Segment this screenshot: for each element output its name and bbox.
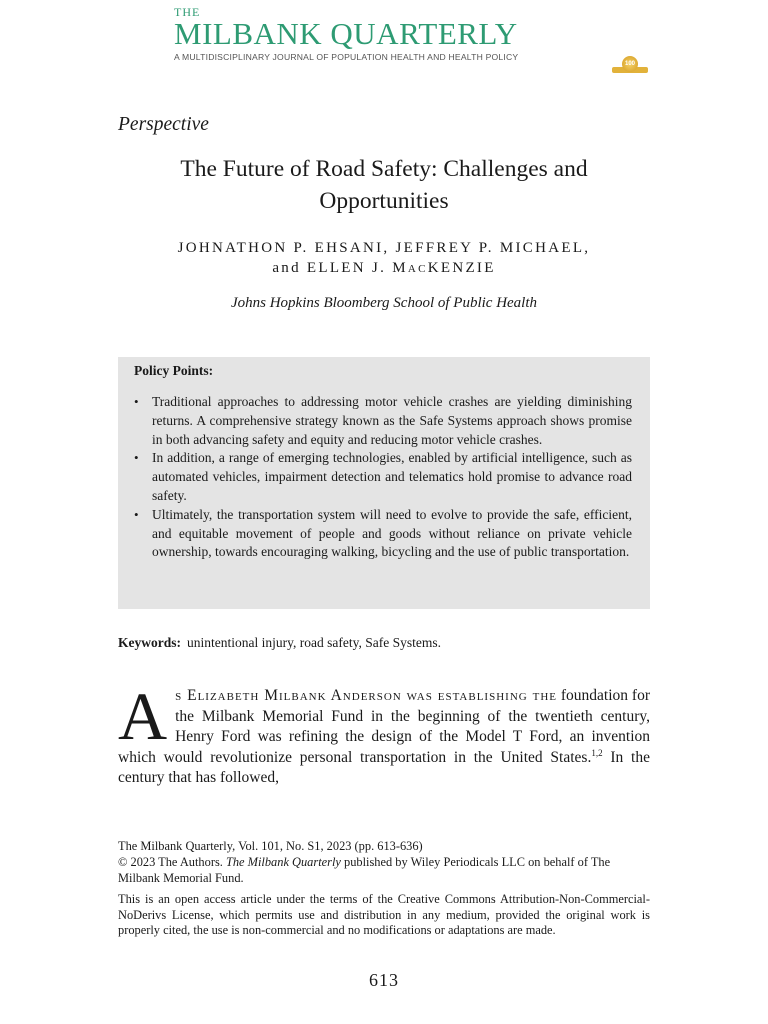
policy-point-text: Ultimately, the transportation system will need to evolve to provide the safe, efficient, and equitable movement of people and goods without reliance on private vehicle ownership, towards encouraging walking, bicycling and the use of public transportation. <box>152 506 632 560</box>
license-notice: This is an open access article under the terms of the Creative Commons Attribution-Non-Commercial-NoDerivs License, which permits use and distribution in any medium, provided the original work is properly cited, the use is non-commercial and no modifications or adaptations are made. <box>118 892 650 937</box>
bullet-icon: • <box>134 394 139 409</box>
bullet-icon: • <box>134 506 139 522</box>
keywords-label: Keywords: <box>118 635 181 650</box>
body-paragraph <box>118 678 650 789</box>
section-label: Perspective <box>118 114 209 135</box>
journal-masthead <box>174 6 654 62</box>
policy-points-heading: Policy Points: <box>134 363 214 378</box>
author-list <box>118 238 650 279</box>
authors-line-2-suffix: KENZIE <box>427 260 496 276</box>
policy-points-box <box>118 357 650 609</box>
badge-number: 100 <box>622 56 638 72</box>
copyright-prefix: © 2023 The Authors. <box>118 855 226 869</box>
masthead-subtitle: A MULTIDISCIPLINARY JOURNAL OF POPULATION HEALTH AND HEALTH POLICY <box>174 52 519 62</box>
drop-cap: A <box>118 678 168 754</box>
masthead-the: THE <box>174 5 201 19</box>
policy-point <box>134 506 632 562</box>
citation-superscript: 1,2 <box>591 747 603 758</box>
anniversary-badge-icon <box>610 57 650 77</box>
masthead-title: MILBANK QUARTERLY <box>174 16 518 51</box>
authors-line-2-small: AC <box>407 263 428 275</box>
journal-name-italic: The Milbank Quarterly <box>225 855 341 869</box>
policy-point <box>134 449 632 505</box>
article-title: The Future of Road Safety: Challenges and Opportunities <box>180 156 588 214</box>
keywords <box>118 635 441 651</box>
page-number: 613 <box>369 970 399 990</box>
policy-point <box>134 393 632 449</box>
journal-citation: The Milbank Quarterly, Vol. 101, No. S1, 2023 (pp. 613-636) <box>118 839 423 853</box>
author-affiliation: Johns Hopkins Bloomberg School of Public Health <box>230 295 538 311</box>
policy-points-list <box>134 393 632 562</box>
copyright-notice <box>118 854 650 886</box>
body-smallcaps-lead: s Elizabeth Milbank Anderson was establishing the <box>175 687 557 704</box>
authors-line-1: JOHNATHON P. EHSANI, JEFFREY P. MICHAEL, <box>177 240 591 256</box>
policy-point-text: Traditional approaches to addressing motor vehicle crashes are yielding diminishing returns. A comprehensive strategy known as the Safe Systems approach shows promise in both advancing safety and equity and reducing motor vehicle crashes. <box>152 394 632 447</box>
authors-line-2 <box>118 258 650 279</box>
article-footer <box>118 838 650 939</box>
copyright-suffix: published by Wiley Periodicals LLC on behalf of The Milbank Memorial Fund. <box>118 855 611 885</box>
keywords-text: unintentional injury, road safety, Safe Systems. <box>187 635 441 650</box>
bullet-icon: • <box>134 450 139 466</box>
authors-line-2-prefix: and ELLEN J. M <box>272 260 408 276</box>
policy-point-text: In addition, a range of emerging technologies, enabled by artificial intelligence, such as automated vehicles, impairment detection and telematics hold promise to advance road safety. <box>152 450 632 503</box>
body-text-continued: In the century that has followed, <box>118 748 650 786</box>
body-text: foundation for the Milbank Memorial Fund in the beginning of the twentieth century, Henry Ford was refining the design of the Model T Ford, an invention which would revolutionize personal transportation in the United States. <box>118 687 650 766</box>
